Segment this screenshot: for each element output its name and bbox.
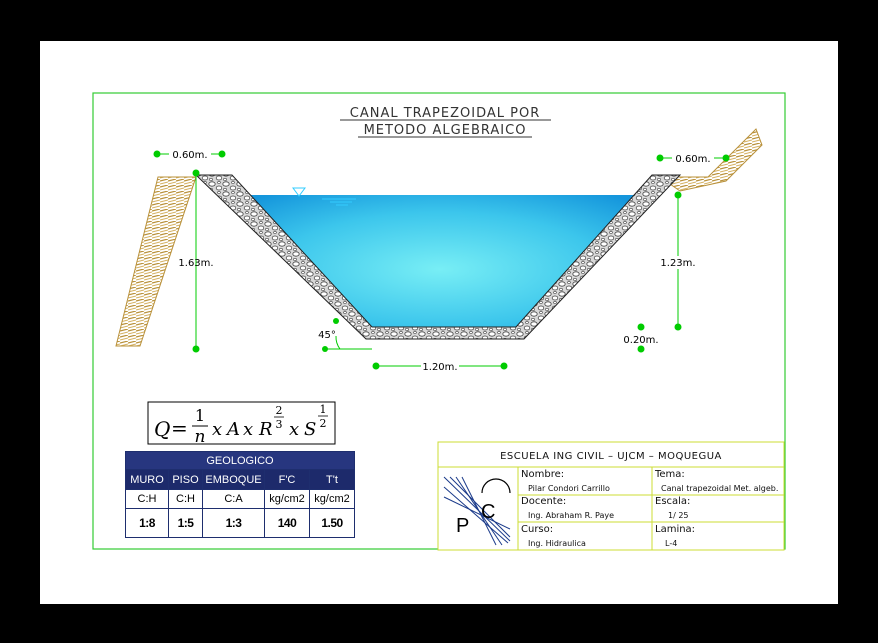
geologico-title: GEOLOGICO	[126, 452, 355, 470]
formula-q: Q	[154, 417, 171, 441]
value-tt: 1.50	[310, 509, 355, 538]
formula-s: S	[304, 419, 317, 440]
nombre-value: Pilar Condori Carrillo	[528, 484, 610, 493]
geologico-units-row	[126, 490, 355, 509]
geologico-header-row	[126, 470, 355, 490]
manning-formula	[148, 402, 335, 447]
label-right-height: 1.23m.	[660, 258, 696, 269]
formula-den: n	[194, 427, 206, 447]
header-fc: F'C	[265, 470, 310, 490]
unit-fc: kg/cm2	[265, 490, 310, 509]
formula-x3: x	[289, 419, 300, 440]
value-muro: 1:8	[126, 509, 169, 538]
unit-emboque: C:A	[203, 490, 265, 509]
title-line-2: METODO ALGEBRAICO	[363, 123, 527, 138]
curso-value: Ing. Hidraulica	[528, 539, 586, 548]
logo-letter-p: P	[456, 515, 470, 537]
header-emboque: EMBOQUE	[203, 470, 265, 490]
header-piso: PISO	[169, 470, 203, 490]
school-name: ESCUELA ING CIVIL – UJCM – MOQUEGUA	[500, 451, 722, 462]
unit-tt: kg/cm2	[310, 490, 355, 509]
formula-a: A	[227, 419, 240, 440]
title-line-1: CANAL TRAPEZOIDAL POR	[349, 106, 541, 121]
lamina-value: L-4	[665, 539, 678, 548]
logo-letter-c: C	[481, 501, 496, 523]
formula-eq: =	[171, 416, 188, 440]
label-freeboard: 0.20m.	[623, 335, 659, 346]
formula-r: R	[259, 419, 273, 440]
formula-x1: x	[212, 419, 223, 440]
formula-s-exp-den: 2	[319, 417, 327, 430]
title-block	[438, 442, 784, 550]
value-emboque: 1:3	[203, 509, 265, 538]
label-right-berm: 0.60m.	[675, 154, 711, 165]
docente-value: Ing. Abraham R. Paye	[528, 511, 615, 520]
label-left-berm: 0.60m.	[172, 150, 208, 161]
geologico-values-row	[126, 509, 355, 538]
value-fc: 140	[265, 509, 310, 538]
escala-value: 1/ 25	[668, 511, 689, 520]
label-left-height: 1.63m.	[178, 258, 214, 269]
formula-x2: x	[243, 419, 254, 440]
tema-value: Canal trapezoidal Met. algeb.	[661, 484, 779, 493]
geologico-table	[125, 451, 355, 538]
curso-label: Curso:	[521, 524, 554, 535]
formula-num: 1	[194, 406, 206, 425]
formula-r-exp-num: 2	[275, 404, 283, 417]
escala-label: Escala:	[655, 496, 691, 507]
header-tt: T't	[310, 470, 355, 490]
lamina-label: Lamina:	[655, 524, 696, 535]
label-bottom-width: 1.20m.	[422, 362, 458, 373]
nombre-label: Nombre:	[521, 469, 565, 480]
unit-muro: C:H	[126, 490, 169, 509]
header-muro: MURO	[126, 470, 169, 490]
formula-s-exp-num: 1	[319, 403, 327, 416]
docente-label: Docente:	[521, 496, 567, 507]
label-angle: 45°	[318, 330, 336, 341]
tema-label: Tema:	[655, 469, 685, 480]
unit-piso: C:H	[169, 490, 203, 509]
formula-r-exp-den: 3	[275, 418, 283, 431]
value-piso: 1:5	[169, 509, 203, 538]
